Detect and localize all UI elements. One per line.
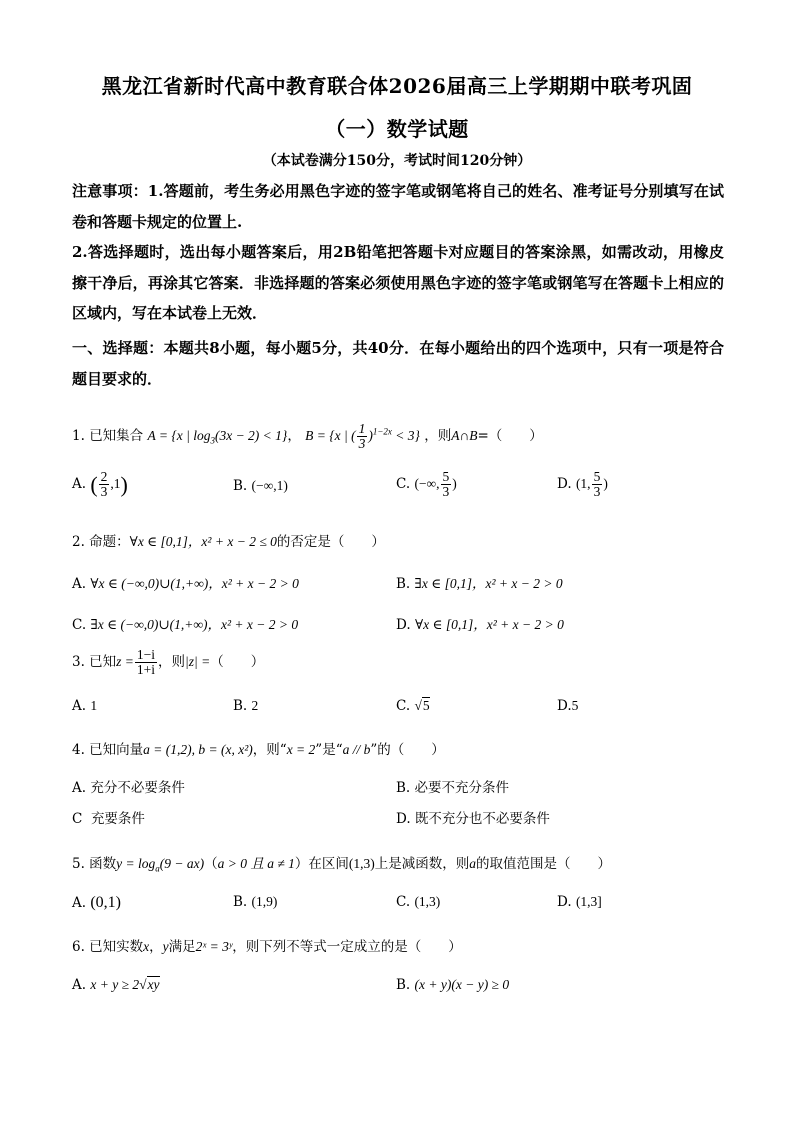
q1-number: 1. — [72, 427, 85, 444]
q1-option-c[interactable]: C. (−∞, $\frac{5}{3}$ ) — [396, 469, 457, 500]
question-6: 6. 已知实数x，y满足2ˣ = 3ʸ，则下列不等式一定成立的是（ ） — [72, 939, 462, 955]
q3-fraction: $\frac{1-i}{1+i}$ — [136, 647, 156, 678]
q3-option-b[interactable]: B. 2 — [233, 698, 259, 714]
q2-option-b[interactable]: B. ∃x ∈ [0,1]，x² + x − 2 > 0 — [396, 576, 563, 592]
q1-text: 已知集合 — [89, 427, 144, 444]
q3-option-a[interactable]: A. 1 — [72, 698, 98, 714]
q6-equation: 2ˣ = 3ʸ — [195, 939, 233, 954]
q4-option-d[interactable]: D. 既不充分也不必要条件 — [396, 811, 550, 827]
q2-option-a[interactable]: A. ∀x ∈ (−∞,0)∪(1,+∞)，x² + x − 2 > 0 — [72, 576, 299, 592]
question-5: 5. 函数$y = \log_a(9 - ax)(a > 0$ 且 a ≠ 1）在区间(1,3)上是减函数，则a的取值范围是（ ） — [72, 856, 612, 874]
paper-title-line2: （一）数学试题 — [325, 117, 469, 141]
q6-option-a[interactable]: A. x + y ≥ 2√xy — [72, 977, 160, 993]
q6-option-b[interactable]: B. (x + y)(x − y) ≥ 0 — [396, 977, 510, 993]
q4-option-c[interactable]: C 充要条件 — [72, 811, 145, 827]
section-heading-choice: 一、选择题：本题共8小题，每小题5分，共40分．在每小题给出的四个选项中，只有一项是符合题目要求的． — [72, 339, 724, 388]
q4-option-b[interactable]: B. 必要不充分条件 — [396, 780, 510, 796]
q2-option-c[interactable]: C. ∃x ∈ (−∞,0)∪(1,+∞)，x² + x − 2 > 0 — [72, 617, 299, 633]
q1-set-a: A = {x | $\log_3(3x - 2) < 1$} — [147, 427, 288, 446]
question-4: 4. 已知向量a = (1,2), b = (x, x²)，则“x = 2”是“a // b”的（ ） — [72, 742, 445, 758]
q2-option-d[interactable]: D. ∀x ∈ [0,1]，x² + x − 2 > 0 — [396, 617, 564, 633]
q5-option-d[interactable]: D. (1,3] — [557, 894, 602, 910]
q4-vectors: a = (1,2), b = (x, x²) — [143, 742, 253, 757]
q3-option-d[interactable]: D.5 — [557, 698, 579, 714]
question-3: 3. 已知z = $\frac{1-i}{1+i}$ ，则|z| =（ ） — [72, 647, 265, 678]
q1-option-b[interactable]: B. (−∞,1) — [233, 478, 288, 494]
q5-option-a[interactable]: A. (0,1) — [72, 894, 121, 911]
paper-title-line1: 黑龙江省新时代高中教育联合体2026届高三上学期期中联考巩固 — [101, 74, 693, 98]
question-2: 2. 命题：∀x ∈ [0,1]，x² + x − 2 ≤ 0的否定是（ ） — [72, 534, 385, 550]
q4-option-a[interactable]: A. 充分不必要条件 — [72, 780, 185, 796]
q1-option-a[interactable]: A. ( $\frac{2}{3}$ ,1) — [72, 469, 128, 500]
q2-proposition: ∀x ∈ [0,1]，x² + x − 2 ≤ 0 — [129, 534, 277, 549]
instruction-1: 注意事项：1.答题前，考生务必用黑色字迹的签字笔或钢笔将自己的姓名、准考证号分别填写在试卷和答题卡规定的位置上. — [72, 182, 724, 231]
question-1: 1. 已知集合 A = {x | $\log_3(3x - 2) < 1$}， B = {x | ( $\frac{1}{3}$ )$^{1-2x}$ < 3} ，则A∩B=（ ） — [72, 421, 543, 452]
q5-function: $y = \log_a(9 - ax)$ — [116, 856, 205, 874]
instruction-2: 2.答选择题时，选出每小题答案后，用2B铅笔把答题卡对应题目的答案涂黑，如需改动，用橡皮擦干净后，再涂其它答案．非选择题的答案必须使用黑色字迹的签字笔或钢笔写在答题卡上相应的区域内，写在本试卷上无效． — [72, 243, 724, 322]
q1-intersection: A∩B — [451, 427, 478, 443]
q1-option-d[interactable]: D. (1, $\frac{5}{3}$ ) — [557, 469, 608, 500]
q1-set-b: B = {x | ( $\frac{1}{3}$ )$^{1-2x}$ < 3} — [305, 421, 420, 452]
q3-option-c[interactable]: C. √5 — [396, 698, 430, 714]
paper-subtitle: （本试卷满分150分，考试时间120分钟） — [262, 153, 532, 169]
q5-option-c[interactable]: C. (1,3) — [396, 894, 441, 910]
q5-option-b[interactable]: B. (1,9) — [233, 894, 278, 910]
